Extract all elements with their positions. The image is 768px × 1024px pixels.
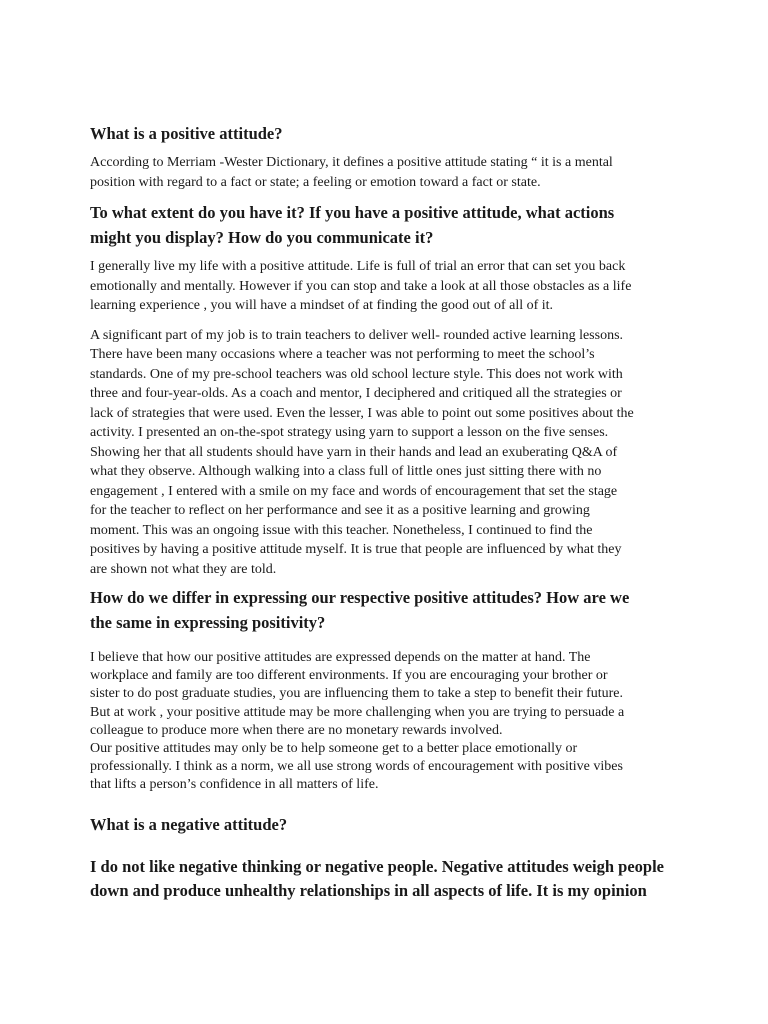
definition-paragraph: [90, 153, 690, 192]
text-line: activity. I presented an on-the-spot strategy using yarn to support a lesson on the five senses.: [90, 425, 609, 440]
paragraph-live-life: [90, 257, 690, 316]
text-line: But at work , your positive attitude may be more challenging when you are trying to persuade a: [90, 704, 625, 720]
text-line: might you display? How do you communicate it?: [90, 228, 434, 247]
text-line: for the teacher to reflect on her performance and see it as a positive learning and growing: [90, 503, 590, 518]
text-line: colleague to produce more when there are no monetary rewards involved.: [90, 722, 503, 738]
heading-differ: [90, 585, 690, 635]
text-line: positives by having a positive attitude myself. It is true that people are influenced by what they: [90, 542, 622, 557]
text-line: Showing her that all students should have yarn in their hands and lead an exuberating Q&A of: [90, 444, 618, 460]
paragraph-believe: [90, 649, 690, 795]
text-line: emotionally and mentally. However if you can stop and take a look at all those obstacles as a life: [90, 278, 632, 294]
text-line: I believe that how our positive attitudes are expressed depends on the matter at hand. The: [90, 650, 591, 665]
document-page: [90, 118, 690, 903]
text-line: How do we differ in expressing our respective positive attitudes? How are we: [90, 588, 630, 607]
heading-negative-attitude: [90, 815, 690, 835]
text-line: What is a negative attitude?: [90, 814, 288, 834]
text-line: To what extent do you have it? If you have a positive attitude, what actions: [90, 203, 615, 222]
text-line: According to Merriam -Wester Dictionary, it defines a positive attitude stating “ it is a mental: [90, 155, 613, 170]
text-line: position with regard to a fact or state; a feeling or emotion toward a fact or state.: [90, 174, 541, 190]
text-line: three and four-year-olds. As a coach and mentor, I deciphered and critiqued all the strategies or: [90, 386, 622, 401]
text-line: engagement , I entered with a smile on my face and words of encouragement that set the stage: [90, 483, 618, 499]
heading-positive-attitude: [90, 124, 690, 144]
text-line: are shown not what they are told.: [90, 561, 277, 577]
heading-extent: [90, 200, 690, 250]
text-line: sister to do post graduate studies, you are influencing them to take a step to benefit their future.: [90, 686, 624, 702]
paragraph-negative: [90, 855, 690, 903]
text-line: lack of strategies that were used. Even the lesser, I was able to point out some positives about the: [90, 405, 634, 421]
text-line: what they observe. Although walking into a class full of little ones just sitting there with no: [90, 464, 602, 479]
text-line: workplace and family are too different environments. If you are encouraging your brother or: [90, 668, 608, 684]
text-line: that lifts a person’s confidence in all matters of life.: [90, 777, 379, 793]
text-line: down and produce unhealthy relationships in all aspects of life. It is my opinion: [90, 880, 647, 900]
text-line: the same in expressing positivity?: [90, 613, 326, 632]
text-line: standards. One of my pre-school teachers was old school lecture style. This does not work with: [90, 366, 623, 382]
text-line: I do not like negative thinking or negative people. Negative attitudes weigh people: [90, 856, 664, 876]
paragraph-job: [90, 326, 690, 580]
text-line: professionally. I think as a norm, we all use strong words of encouragement with positive vibes: [90, 759, 623, 775]
text-line: moment. This was an ongoing issue with this teacher. Nonetheless, I continued to find the: [90, 522, 593, 538]
text-line: There have been many occasions where a teacher was not performing to meet the school’s: [90, 347, 595, 362]
text-line: What is a positive attitude?: [90, 124, 283, 143]
text-line: Our positive attitudes may only be to help someone get to a better place emotionally or: [90, 741, 578, 757]
text-line: learning experience , you will have a mindset of at finding the good out of all of it.: [90, 298, 554, 313]
text-line: I generally live my life with a positive attitude. Life is full of trial an error that can set you back: [90, 259, 626, 274]
text-line: A significant part of my job is to train teachers to deliver well- rounded active learning lessons.: [90, 327, 624, 343]
